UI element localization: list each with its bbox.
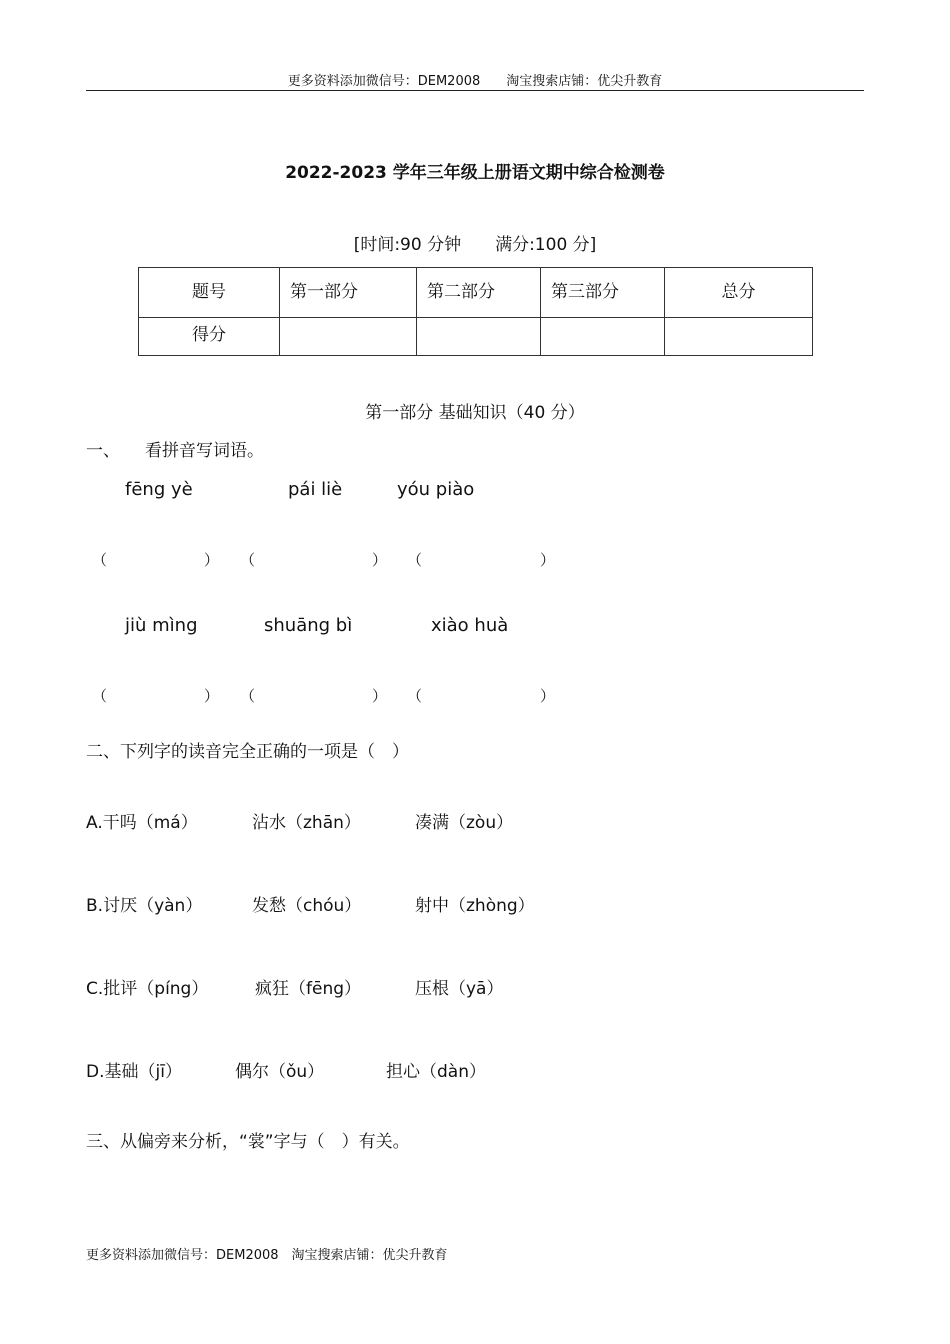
option-d-item: 担心（dàn） bbox=[386, 1062, 486, 1082]
answer-blank-close-paren: ） bbox=[372, 687, 388, 705]
score-cell-part2[interactable] bbox=[417, 318, 541, 356]
answer-blank-open-paren: （ bbox=[407, 687, 423, 705]
option-c-item: 压根（yā） bbox=[415, 979, 504, 999]
pinyin-item: pái liè bbox=[288, 479, 343, 500]
pinyin-item: jiù mìng bbox=[125, 615, 198, 636]
option-a-item: 凑满（zòu） bbox=[415, 813, 514, 833]
option-b-item: 发愁（chóu） bbox=[252, 896, 362, 916]
score-table-header-cell: 第三部分 bbox=[541, 268, 665, 318]
answer-blank-close-paren: ） bbox=[204, 551, 220, 569]
score-table-score-row bbox=[139, 318, 813, 356]
answer-blank-close-paren: ） bbox=[540, 551, 556, 569]
option-c-item: 疯狂（fēng） bbox=[255, 979, 362, 999]
score-cell-part1[interactable] bbox=[280, 318, 417, 356]
time-score-info: [时间:90 分钟 满分:100 分] bbox=[353, 235, 597, 255]
score-row-label: 得分 bbox=[139, 318, 280, 356]
answer-blank-open-paren: （ bbox=[92, 551, 108, 569]
answer-blank-close-paren: ） bbox=[204, 687, 220, 705]
pinyin-item: shuāng bì bbox=[264, 615, 353, 636]
pinyin-item: xiào huà bbox=[431, 615, 509, 636]
score-cell-total[interactable] bbox=[665, 318, 813, 356]
exam-title: 2022-2023 学年三年级上册语文期中综合检测卷 bbox=[285, 163, 665, 183]
option-a-item: A.干吗（má） bbox=[86, 813, 198, 833]
score-table bbox=[138, 267, 813, 356]
score-cell-part3[interactable] bbox=[541, 318, 665, 356]
header-divider bbox=[86, 90, 864, 91]
option-d-item: 偶尔（ǒu） bbox=[235, 1062, 325, 1082]
score-table-header-cell: 题号 bbox=[139, 268, 280, 318]
answer-blank-open-paren: （ bbox=[240, 551, 256, 569]
score-table-header-cell: 第二部分 bbox=[417, 268, 541, 318]
q3-stem: 三、从偏旁来分析，“裳”字与（ ）有关。 bbox=[86, 1132, 410, 1152]
answer-blank-open-paren: （ bbox=[92, 687, 108, 705]
option-b-item: B.讨厌（yàn） bbox=[86, 896, 203, 916]
score-table-header-row bbox=[139, 268, 813, 318]
score-table-header-cell: 第一部分 bbox=[280, 268, 417, 318]
answer-blank-close-paren: ） bbox=[540, 687, 556, 705]
pinyin-item: fēng yè bbox=[125, 479, 193, 500]
option-c-item: C.批评（píng） bbox=[86, 979, 209, 999]
part1-title: 第一部分 基础知识（40 分） bbox=[365, 403, 585, 423]
pinyin-item: yóu piào bbox=[397, 479, 475, 500]
score-table-header-cell: 总分 bbox=[665, 268, 813, 318]
answer-blank-open-paren: （ bbox=[407, 551, 423, 569]
answer-blank-open-paren: （ bbox=[240, 687, 256, 705]
option-b-item: 射中（zhòng） bbox=[415, 896, 535, 916]
option-d-item: D.基础（jī） bbox=[86, 1062, 182, 1082]
q1-instruction: 看拼音写词语。 bbox=[145, 441, 264, 461]
option-a-item: 沾水（zhān） bbox=[252, 813, 361, 833]
page-header: 更多资料添加微信号：DEM2008 淘宝搜索店铺：优尖升教育 bbox=[287, 74, 663, 89]
q1-label: 一、 bbox=[86, 441, 120, 461]
page-footer: 更多资料添加微信号：DEM2008 淘宝搜索店铺：优尖升教育 bbox=[86, 1248, 448, 1263]
q2-stem: 二、下列字的读音完全正确的一项是（ ） bbox=[86, 742, 409, 762]
answer-blank-close-paren: ） bbox=[372, 551, 388, 569]
